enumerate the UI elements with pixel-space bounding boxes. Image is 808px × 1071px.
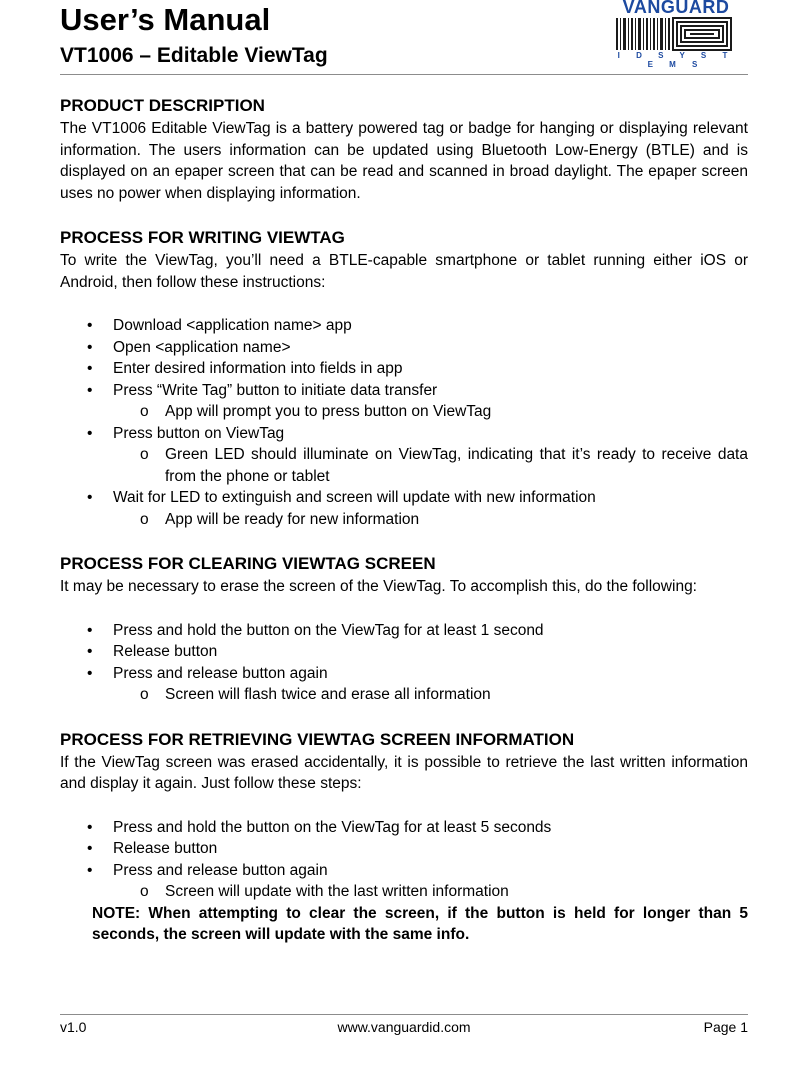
- bullet-marker: •: [87, 338, 93, 356]
- retrieving-intro: If the ViewTag screen was erased accidentally, it is possible to retrieve the last written information and display it again. Just follow these steps:: [60, 753, 748, 792]
- list-item: • Press and hold the button on the ViewTag for at least 1 second: [60, 620, 748, 642]
- section-title-clearing: PROCESS FOR CLEARING VIEWTAG SCREEN: [60, 554, 436, 573]
- bullet-marker: •: [87, 424, 93, 442]
- bullet-marker: •: [87, 840, 93, 857]
- bullet-marker: •: [87, 818, 93, 836]
- bullet-marker: •: [87, 664, 93, 682]
- bullet-marker: •: [87, 317, 93, 334]
- document-subtitle: VT1006 – Editable ViewTag: [60, 44, 328, 67]
- list-item: • Release button: [60, 641, 748, 663]
- description-text: The VT1006 Editable ViewTag is a battery powered tag or badge for hanging or displaying relevant information. The users information can be updated using Bluetooth Low-Energy (BTLE) and is displayed on an epaper screen that can be read and scanned in broad daylight. The epaper screen uses no power when displaying information.: [60, 120, 748, 202]
- bullet-marker: •: [87, 861, 93, 879]
- writing-intro: To write the ViewTag, you’ll need a BTLE-capable smartphone or tablet running either iOS or Android, then follow these instructions:: [60, 252, 748, 291]
- list-item: • Press and hold the button on the ViewTag for at least 5 seconds: [60, 817, 748, 839]
- document-body: [60, 94, 748, 946]
- page-header: [60, 0, 748, 75]
- list-item: • Press button on ViewTag: [60, 423, 748, 445]
- footer-page-number: Page 1: [703, 1019, 748, 1035]
- logo-tagline: I D S Y S T E M S: [617, 51, 735, 69]
- sub-list-item: o Green LED should illuminate on ViewTag, indicating that it’s ready to receive data from the phone or tablet: [140, 446, 748, 485]
- bullet-marker: •: [87, 381, 93, 399]
- page-footer: [60, 1014, 748, 1035]
- list-item: • Open <application name>: [60, 337, 748, 359]
- sub-list-item: o Screen will update with the last written information: [60, 881, 748, 903]
- clearing-steps: [60, 620, 748, 685]
- list-item: • Download <application name> app: [60, 315, 748, 337]
- document-title: User’s Manual: [60, 2, 271, 37]
- list-item: • Press and release button again: [60, 860, 748, 882]
- section-title-writing: PROCESS FOR WRITING VIEWTAG: [60, 228, 345, 247]
- footer-website: www.vanguardid.com: [337, 1019, 471, 1035]
- section-title-retrieving: PROCESS FOR RETRIEVING VIEWTAG SCREEN INFORMATION: [60, 729, 575, 749]
- bullet-marker: •: [87, 621, 93, 639]
- sub-bullet-marker: o: [140, 446, 149, 463]
- barcode-logo-icon: [616, 17, 736, 51]
- section-title-description: PRODUCT DESCRIPTION: [60, 96, 265, 115]
- sub-bullet-marker: o: [140, 403, 149, 420]
- retrieving-steps: [60, 817, 748, 882]
- sub-bullet-marker: o: [140, 686, 149, 703]
- list-item: • Press and release button again: [60, 663, 748, 685]
- writing-steps: [60, 315, 748, 401]
- sub-list-item: o App will prompt you to press button on ViewTag: [60, 401, 748, 423]
- bullet-marker: •: [87, 360, 93, 377]
- list-item: • Wait for LED to extinguish and screen will update with new information: [60, 487, 748, 509]
- sub-bullet-marker: o: [140, 883, 149, 900]
- footer-version: v1.0: [60, 1019, 87, 1035]
- note-text: NOTE: When attempting to clear the screen, if the button is held for longer than 5 seconds, the screen will update with the same info.: [92, 904, 748, 943]
- sub-list-item: o App will be ready for new information: [60, 509, 748, 531]
- logo-wordmark: VANGUARD: [622, 0, 730, 17]
- sub-list-item: o Screen will flash twice and erase all information: [60, 684, 748, 706]
- vanguard-logo: [616, 0, 736, 69]
- bullet-marker: •: [87, 643, 93, 660]
- bullet-marker: •: [87, 489, 93, 506]
- list-item: • Enter desired information into fields in app: [60, 358, 748, 380]
- list-item: • Release button: [60, 838, 748, 860]
- list-item: • Press “Write Tag” button to initiate data transfer: [60, 380, 748, 402]
- clearing-intro: It may be necessary to erase the screen of the ViewTag. To accomplish this, do the following:: [60, 578, 697, 595]
- sub-bullet-marker: o: [140, 510, 149, 528]
